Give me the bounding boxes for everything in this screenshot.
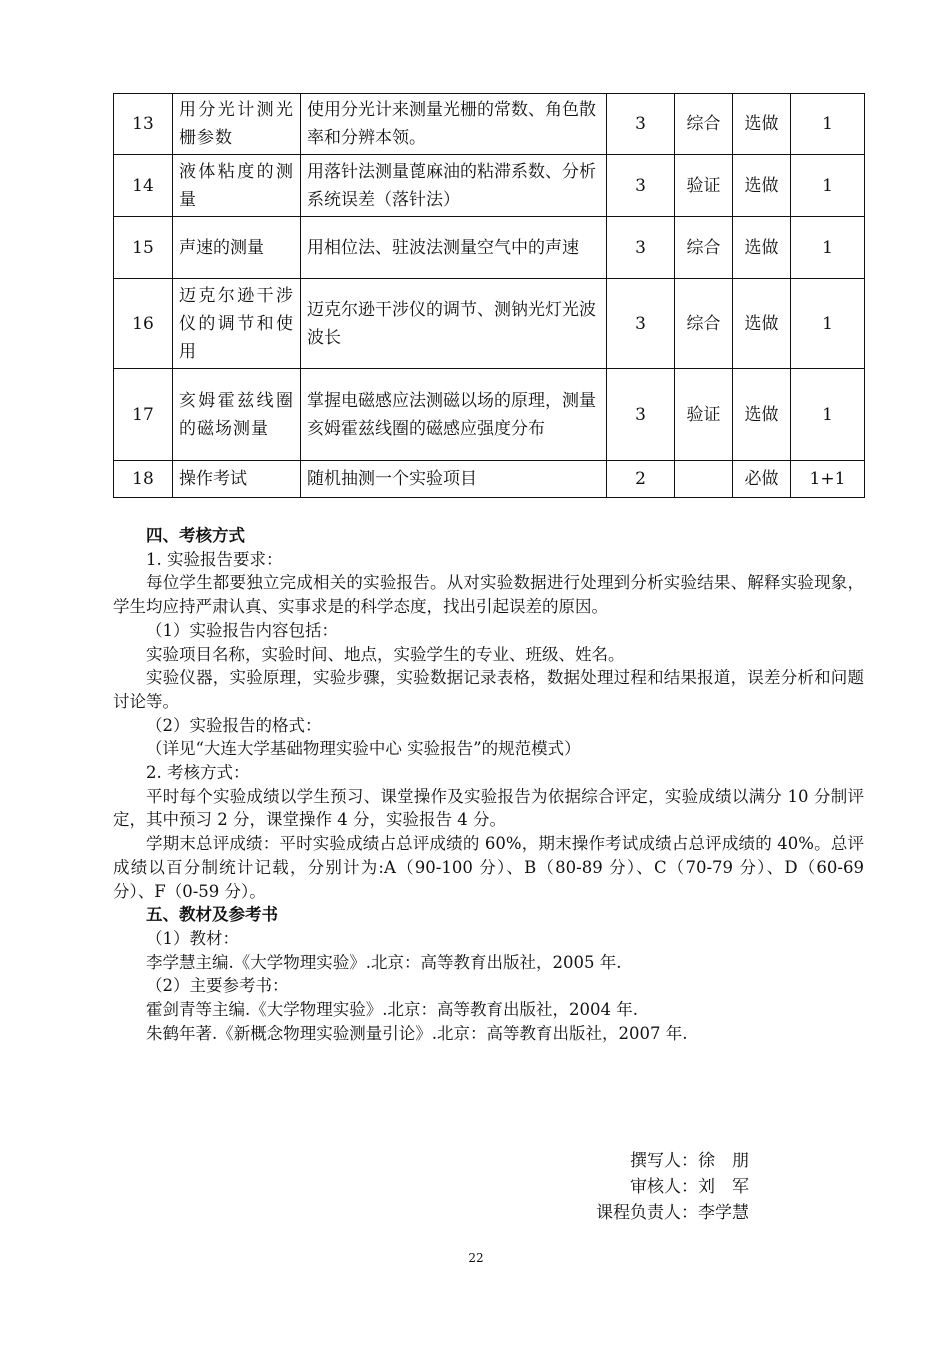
experiment-type: [675, 461, 733, 498]
experiment-type: 验证: [675, 369, 733, 461]
paragraph: （详见“大连大学基础物理实验中心 实验报告”的规范模式）: [146, 739, 581, 759]
writer-label: 撰写人：: [630, 1151, 698, 1171]
row-number: 17: [114, 369, 173, 461]
experiment-name: 迈克尔逊干涉仪的调节和使用: [173, 279, 301, 369]
experiment-requirement: 选做: [733, 155, 791, 217]
table-row: [114, 94, 865, 155]
table-row: [114, 461, 865, 498]
experiment-requirement: 选做: [733, 279, 791, 369]
experiment-hours: 3: [607, 217, 675, 279]
subheading: 2. 考核方式：: [146, 763, 250, 783]
row-number: 18: [114, 461, 173, 498]
reference: 霍剑青等主编.《大学物理实验》.北京：高等教育出版社，2004 年.: [146, 1000, 638, 1020]
experiment-name: 亥姆霍兹线圈的磁场测量: [173, 369, 301, 461]
signature-row-writer: [560, 1148, 760, 1174]
row-number: 16: [114, 279, 173, 369]
experiment-requirement: 必做: [733, 461, 791, 498]
experiment-type: 综合: [675, 279, 733, 369]
paragraph: 实验仪器，实验原理，实验步骤，实验数据记录表格，数据处理过程和结果报道，误差分析和问题讨论等。: [113, 668, 864, 711]
experiment-name: 液体粘度的测量: [173, 155, 301, 217]
reviewer-name: 刘 军: [698, 1177, 749, 1197]
experiment-table: [113, 93, 865, 498]
experiment-content: 掌握电磁感应法测磁以场的原理，测量亥姆霍兹线圈的磁感应强度分布: [301, 369, 607, 461]
experiment-type: 验证: [675, 155, 733, 217]
owner-label: 课程负责人：: [596, 1203, 698, 1223]
reviewer-label: 审核人：: [630, 1177, 698, 1197]
subheading: （1）教材：: [146, 928, 239, 948]
writer-name: 徐 朋: [698, 1151, 749, 1171]
row-number: 15: [114, 217, 173, 279]
subheading: （1）实验报告内容包括：: [146, 620, 338, 640]
experiment-groups: 1: [791, 94, 865, 155]
table-row: [114, 369, 865, 461]
row-number: 13: [114, 94, 173, 155]
experiment-content: 使用分光计来测量光栅的常数、角色散率和分辨本领。: [301, 94, 607, 155]
page-number: 22: [468, 1251, 484, 1265]
experiment-hours: 3: [607, 369, 675, 461]
table-row: [114, 279, 865, 369]
signature-row-owner: [560, 1200, 760, 1226]
paragraph: 平时每个实验成绩以学生预习、课堂操作及实验报告为依据综合评定，实验成绩以满分 10 分制评定，其中预习 2 分，课堂操作 4 分，实验报告 4 分。: [113, 786, 864, 830]
experiment-requirement: 选做: [733, 369, 791, 461]
signature-row-reviewer: [560, 1174, 760, 1200]
table-row: [114, 217, 865, 279]
experiment-requirement: 选做: [733, 94, 791, 155]
signature-block: [560, 1148, 760, 1226]
experiment-content: 用相位法、驻波法测量空气中的声速: [301, 217, 607, 279]
experiment-name: 用分光计测光栅参数: [173, 94, 301, 155]
experiment-hours: 2: [607, 461, 675, 498]
experiment-name: 声速的测量: [173, 217, 301, 279]
paragraph: 每位学生都要独立完成相关的实验报告。从对实验数据进行处理到分析实验结果、解释实验现象，学生均应持严肃认真、实事求是的科学态度，找出引起误差的原因。: [113, 573, 864, 617]
subheading: 1. 实验报告要求：: [146, 549, 283, 569]
subheading: （2）主要参考书：: [146, 976, 289, 996]
paragraph: 学期末总评成绩：平时实验成绩占总评成绩的 60%，期末操作考试成绩占总评成绩的 40%。总评成绩以百分制统计记载，分别计为:A（90-100 分）、B（80-89 分）、C（70-79 分）、D（60-69 分）、F（0-59 分）。: [113, 834, 864, 901]
paragraph: 实验项目名称，实验时间、地点，实验学生的专业、班级、姓名。: [146, 644, 625, 664]
subheading: （2）实验报告的格式：: [146, 715, 322, 735]
table-row: [114, 155, 865, 217]
body-text: [113, 524, 864, 1045]
experiment-groups: 1: [791, 217, 865, 279]
experiment-groups: 1: [791, 155, 865, 217]
experiment-name: 操作考试: [173, 461, 301, 498]
experiment-hours: 3: [607, 279, 675, 369]
experiment-type: 综合: [675, 217, 733, 279]
experiment-content: 用落针法测量蓖麻油的粘滞系数、分析系统误差（落针法）: [301, 155, 607, 217]
experiment-type: 综合: [675, 94, 733, 155]
owner-name: 李学慧: [698, 1203, 749, 1223]
section-heading-assessment: 四、考核方式: [146, 526, 245, 545]
experiment-content: 迈克尔逊干涉仪的调节、测钠光灯光波波长: [301, 279, 607, 369]
section-heading-textbooks: 五、教材及参考书: [146, 905, 278, 925]
experiment-hours: 3: [607, 94, 675, 155]
reference: 朱鹤年著.《新概念物理实验测量引论》.北京：高等教育出版社，2007 年.: [146, 1023, 688, 1043]
experiment-content: 随机抽测一个实验项目: [301, 461, 607, 498]
reference: 李学慧主编.《大学物理实验》.北京：高等教育出版社，2005 年.: [146, 952, 622, 972]
row-number: 14: [114, 155, 173, 217]
experiment-hours: 3: [607, 155, 675, 217]
experiment-requirement: 选做: [733, 217, 791, 279]
experiment-groups: 1: [791, 279, 865, 369]
experiment-groups: 1: [791, 369, 865, 461]
experiment-groups: 1+1: [791, 461, 865, 498]
